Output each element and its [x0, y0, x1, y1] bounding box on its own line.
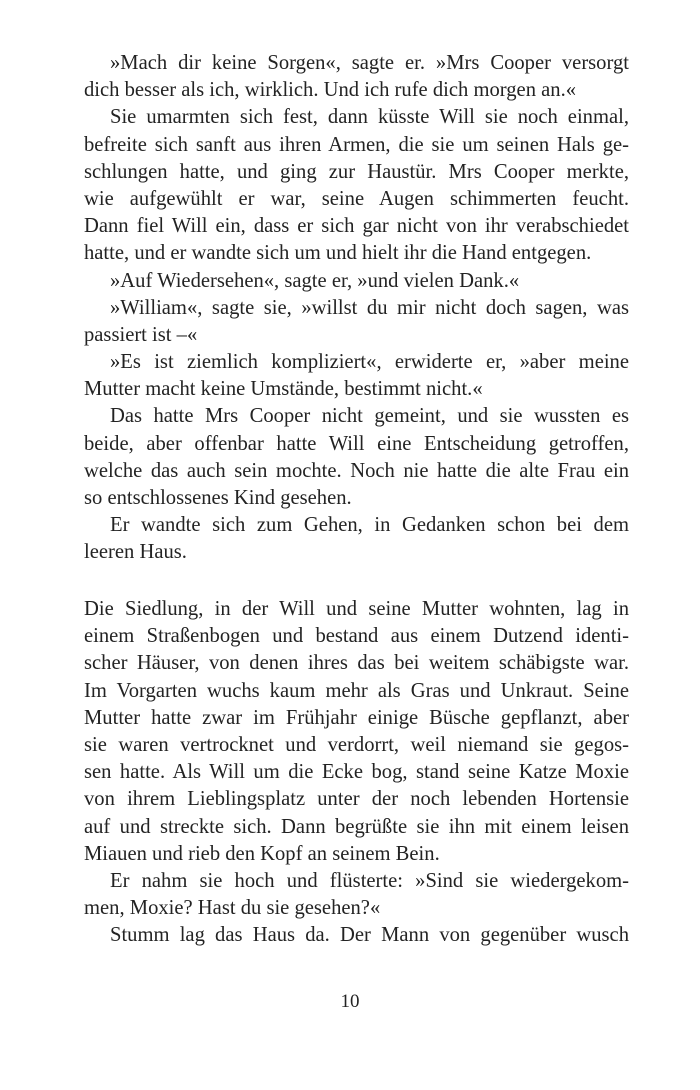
text-line: leeren Haus. — [84, 541, 187, 564]
text-line: dich besser als ich, wirklich. Und ich rufe dich morgen an.« — [84, 79, 577, 102]
text-line: Im Vorgarten wuchs kaum mehr als Gras und Unkraut. Seine — [84, 679, 629, 702]
text-line: Stumm lag das Haus da. Der Mann von gegenüber wusch — [110, 924, 629, 947]
text-line: auf und streckte sich. Dann begrüßte sie ihn mit einem leisen — [84, 815, 629, 838]
text-line: Sie umarmten sich fest, dann küsste Will sie noch einmal, — [110, 106, 629, 129]
text-line: Die Siedlung, in der Will und seine Mutter wohnten, lag in — [84, 598, 629, 620]
text-line: »William«, sagte sie, »willst du mir nicht doch sagen, was — [110, 296, 629, 319]
text-line: Miauen und rieb den Kopf an seinem Bein. — [84, 842, 440, 865]
text-line: passiert ist –« — [84, 323, 198, 346]
text-line: men, Moxie? Hast du sie gesehen?« — [84, 897, 381, 920]
text-line: Mutter macht keine Umstände, bestimmt nicht.« — [84, 378, 483, 401]
text-line: befreite sich sanft aus ihren Armen, die sie um seinen Hals ge- — [84, 133, 629, 156]
text-line: beide, aber offenbar hatte Will eine Entscheidung getroffen, — [84, 432, 629, 455]
text-line: sie waren vertrocknet und verdorrt, weil niemand sie gegos- — [84, 733, 629, 756]
text-line: »Es ist ziemlich kompliziert«, erwiderte er, »aber meine — [110, 351, 629, 374]
text-line: Mutter hatte zwar im Frühjahr einige Büsche gepflanzt, aber — [84, 706, 629, 729]
text-line: Er nahm sie hoch und flüsterte: »Sind sie wiedergekom- — [110, 869, 629, 892]
text-line: »Auf Wiedersehen«, sagte er, »und vielen Dank.« — [110, 269, 520, 292]
text-block-lower — [84, 596, 629, 949]
text-block-upper — [84, 50, 629, 567]
text-line: von ihrem Lieblingsplatz unter der noch lebenden Hortensie — [84, 788, 629, 811]
text-line: Dann fiel Will ein, dass er sich gar nicht von ihr verabschiedet — [84, 215, 629, 238]
text-line: »Mach dir keine Sorgen«, sagte er. »Mrs Cooper versorgt — [110, 52, 629, 74]
text-line: so entschlossenes Kind gesehen. — [84, 487, 352, 509]
text-line: hatte, und er wandte sich um und hielt ihr die Hand entgegen. — [84, 242, 592, 265]
text-line: schlungen hatte, und ging zur Haustür. Mrs Cooper merkte, — [84, 160, 629, 183]
text-line: wie aufgewühlt er war, seine Augen schimmerten feucht. — [84, 187, 629, 210]
text-line: einem Straßenbogen und bestand aus einem Dutzend identi- — [84, 625, 629, 648]
text-line: scher Häuser, von denen ihres das bei weitem schäbigste war. — [84, 652, 629, 675]
text-line: Das hatte Mrs Cooper nicht gemeint, und sie wussten es — [110, 405, 629, 428]
text-line: Er wandte sich zum Gehen, in Gedanken schon bei dem — [110, 514, 629, 537]
text-line: sen hatte. Als Will um die Ecke bog, stand seine Katze Moxie — [84, 761, 629, 784]
text-line: welche das auch sein mochte. Noch nie hatte die alte Frau ein — [84, 459, 629, 482]
page-number: 10 — [340, 991, 360, 1012]
